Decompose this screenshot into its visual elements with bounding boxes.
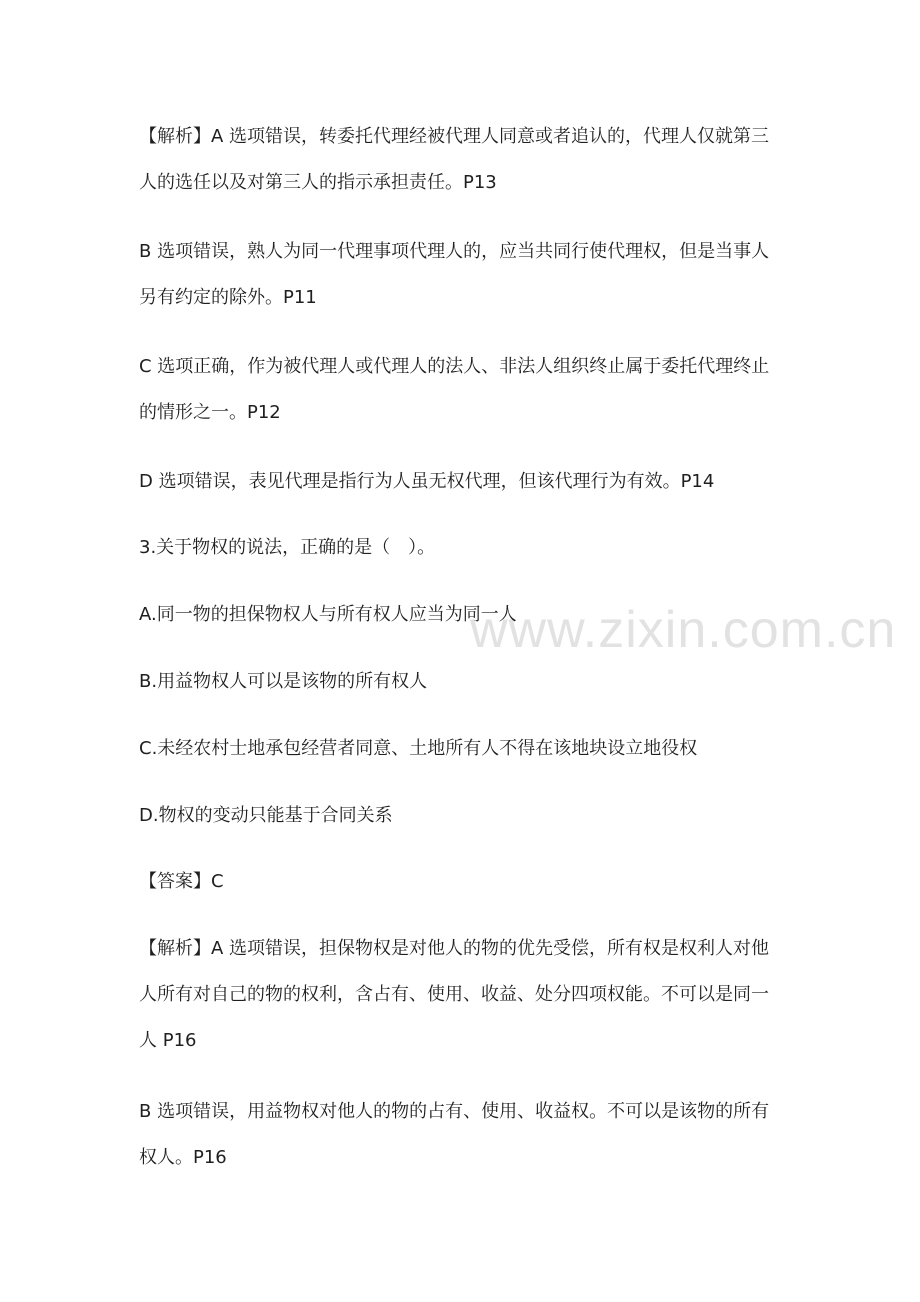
option-d: D.物权的变动只能基于合同关系 (139, 805, 393, 826)
analysis-paragraph-a: 【解析】A 选项错误，转委托代理经被代理人同意或者追认的，代理人仅就第三人的选任以及对第三人的指示承担责任。P13 (139, 126, 770, 193)
analysis-paragraph-d: D 选项错误，表见代理是指行为人虽无权代理，但该代理行为有效。P14 (139, 471, 715, 492)
analysis-paragraph-2-b: B 选项错误，用益物权对他人的物的占有、使用、收益权。不可以是该物的所有权人。P16 (139, 1101, 770, 1168)
option-b: B.用益物权人可以是该物的所有权人 (139, 671, 428, 692)
analysis-paragraph-b: B 选项错误，熟人为同一代理事项代理人的，应当共同行使代理权，但是当事人另有约定的除外。P11 (139, 241, 770, 308)
question-stem: 3.关于物权的说法，正确的是（ ）。 (139, 537, 436, 558)
option-a: A.同一物的担保物权人与所有权人应当为同一人 (139, 604, 517, 625)
watermark: www.zixin.com.cn (470, 601, 897, 659)
answer-line: 【答案】C (139, 871, 224, 892)
option-c: C.未经农村士地承包经营者同意、土地所有人不得在该地块设立地役权 (139, 738, 698, 759)
analysis-paragraph-2-a: 【解析】A 选项错误，担保物权是对他人的物的优先受偿，所有权是权利人对他人所有对自己的物的权利，含占有、使用、收益、处分四项权能。不可以是同一人 P16 (139, 938, 770, 1051)
analysis-paragraph-c: C 选项正确，作为被代理人或代理人的法人、非法人组织终止属于委托代理终止的情形之一。P12 (139, 356, 770, 423)
